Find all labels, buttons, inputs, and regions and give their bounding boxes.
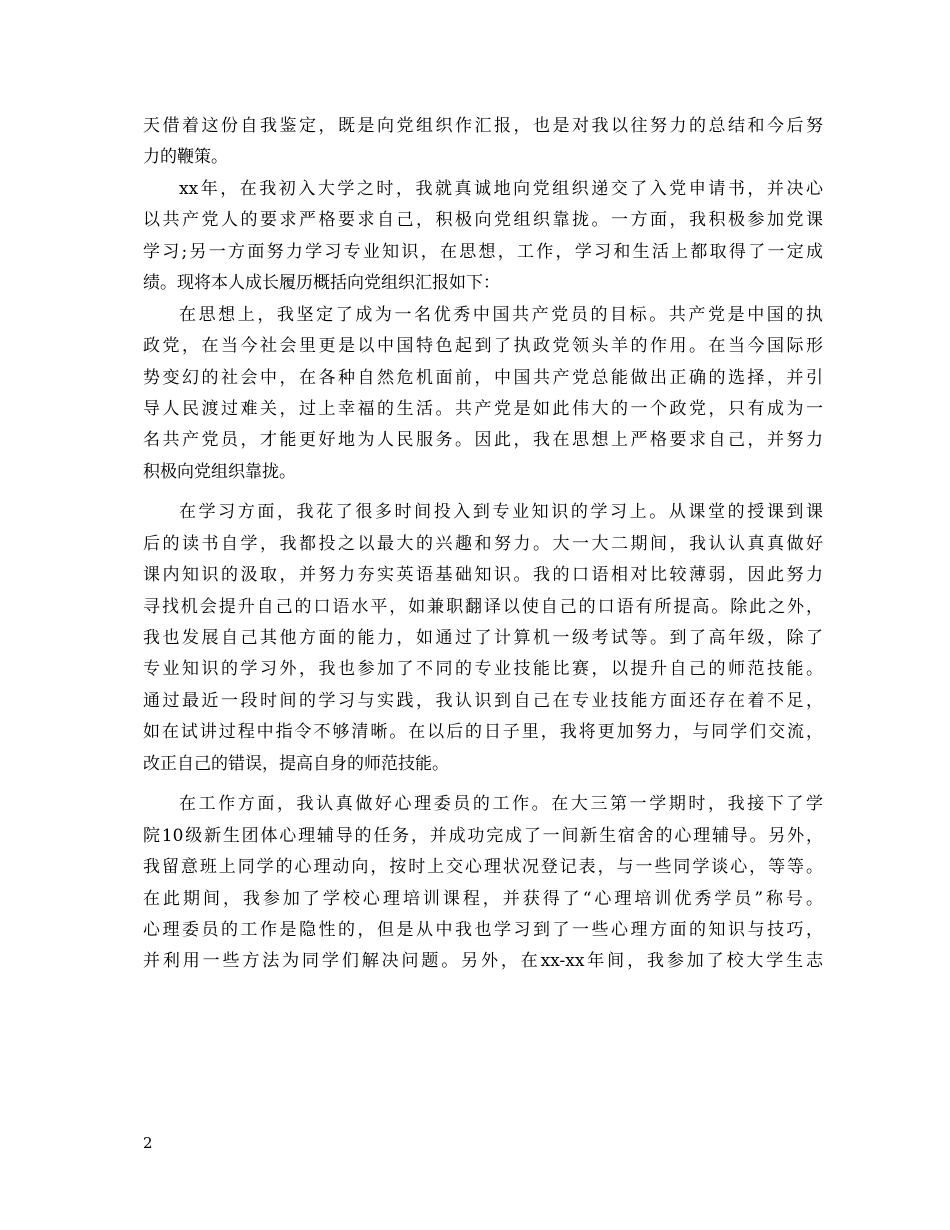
- text-line: 导人民渡过难关，过上幸福的生活。共产党是如此伟大的一个政党，只有成为一: [143, 398, 823, 419]
- text-line: 以共产党人的要求严格要求自己，积极向党组织靠拢。一方面，我积极参加党课: [143, 210, 823, 231]
- text-line: 势变幻的社会中，在各种自然危机面前，中国共产党总能做出正确的选择，并引: [143, 367, 823, 388]
- text-line: 寻找机会提升自己的口语水平，如兼职翻译以使自己的口语有所提高。除此之外，: [143, 596, 823, 617]
- text-line: 政党，在当今社会里更是以中国特色起到了执政党领头羊的作用。在当今国际形: [143, 336, 823, 357]
- text-line: 在工作方面，我认真做好心理委员的工作。在大三第一学期时，我接下了学: [179, 794, 823, 815]
- text-line: 并利用一些方法为同学们解决问题。另外，在xx-xx年间，我参加了校大学生志: [143, 951, 823, 972]
- text-line: 在思想上，我坚定了成为一名优秀中国共产党员的目标。共产党是中国的执: [179, 304, 823, 325]
- text-line: 我留意班上同学的心理动向，按时上交心理状况登记表，与一些同学谈心，等等。: [143, 857, 823, 878]
- text-line: 后的读书自学，我都投之以最大的兴趣和努力。大一大二期间，我认认真真做好: [143, 533, 823, 554]
- text-line: 心理委员的工作是隐性的，但是从中我也学习到了一些心理方面的知识与技巧，: [143, 919, 823, 940]
- text-line: 绩。现将本人成长履历概括向党组织汇报如下：: [143, 273, 500, 294]
- text-line: 专业知识的学习外，我也参加了不同的专业技能比赛，以提升自己的师范技能。: [143, 659, 823, 680]
- text-line: 学习;另一方面努力学习专业知识，在思想，工作，学习和生活上都取得了一定成: [143, 241, 823, 262]
- text-line: 名共产党员，才能更好地为人民服务。因此，我在思想上严格要求自己，并努力: [143, 430, 823, 451]
- text-line: 我也发展自己其他方面的能力，如通过了计算机一级考试等。到了高年级，除了: [143, 628, 823, 648]
- text-line: xx年，在我初入大学之时，我就真诚地向党组织递交了入党申请书，并决心: [179, 178, 823, 199]
- document-body: [143, 111, 823, 978]
- text-line: 院10级新生团体心理辅导的任务，并成功完成了一间新生宿舍的心理辅导。另外，: [143, 825, 823, 846]
- text-line: 改正自己的错误，提高自身的师范技能。: [143, 753, 449, 774]
- text-line: 在此期间，我参加了学校心理培训课程，并获得了“心理培训优秀学员”称号。: [143, 888, 823, 909]
- text-line: 天借着这份自我鉴定，既是向党组织作汇报，也是对我以往努力的总结和今后努: [143, 116, 823, 136]
- page-number: 2: [143, 1134, 153, 1152]
- text-line: 课内知识的汲取，并努力夯实英语基础知识。我的口语相对比较薄弱，因此努力: [143, 565, 823, 586]
- text-line: 力的鞭策。: [143, 147, 228, 168]
- text-line: 在学习方面，我花了很多时间投入到专业知识的学习上。从课堂的授课到课: [179, 502, 823, 523]
- text-line: 积极向党组织靠拢。: [143, 461, 296, 482]
- text-line: 如在试讲过程中指令不够清晰。在以后的日子里，我将更加努力，与同学们交流，: [143, 722, 823, 743]
- text-line: 通过最近一段时间的学习与实践，我认识到自己在专业技能方面还存在着不足，: [143, 690, 823, 711]
